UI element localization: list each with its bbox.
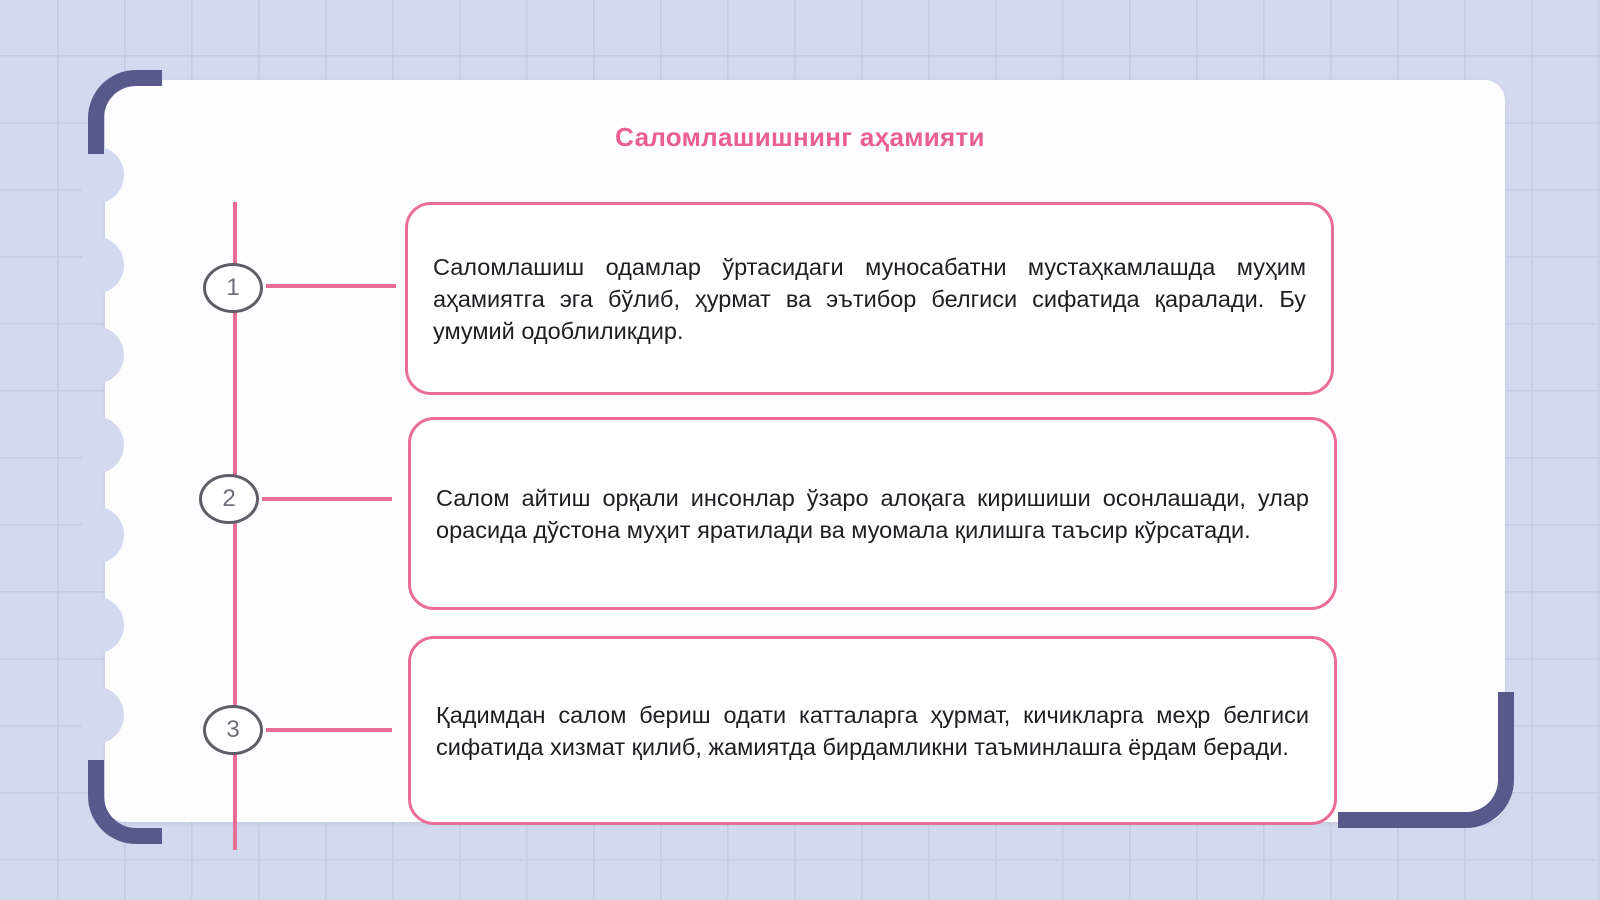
corner-bracket-bottom-left (88, 760, 162, 844)
step-number-3: 3 (203, 705, 263, 755)
point-text: Саломлашиш одамлар ўртасидаги муносабатни мустаҳкамлашда муҳим аҳамиятга эга бўлиб, ҳурмат ва эътибор белгиси сифатида қаралади. Бу умумий одоблиликдир. (433, 253, 1306, 344)
point-card-1 (405, 202, 1334, 395)
point-text: Салом айтиш орқали инсонлар ўзаро алоқага киришиши осонлашади, улар орасида дўстона муҳит яратилади ва муомала қилишга таъсир кўрсатади. (436, 484, 1309, 543)
timeline-connector (262, 497, 392, 501)
timeline-connector (266, 728, 392, 732)
point-card-2 (408, 417, 1337, 610)
corner-bracket-bottom-right (1338, 692, 1514, 828)
slide-title: Саломлашишнинг аҳамияти (615, 122, 985, 152)
step-number-1: 1 (203, 263, 263, 313)
timeline-connector (266, 284, 396, 288)
point-text: Қадимдан салом бериш одати катталарга ҳурмат, кичикларга меҳр белгиси сифатида хизмат қилиб, жамиятда бирдамликни таъминлашга ёрдам беради. (436, 701, 1309, 760)
step-number-2: 2 (199, 474, 259, 524)
point-card-3 (408, 636, 1337, 825)
